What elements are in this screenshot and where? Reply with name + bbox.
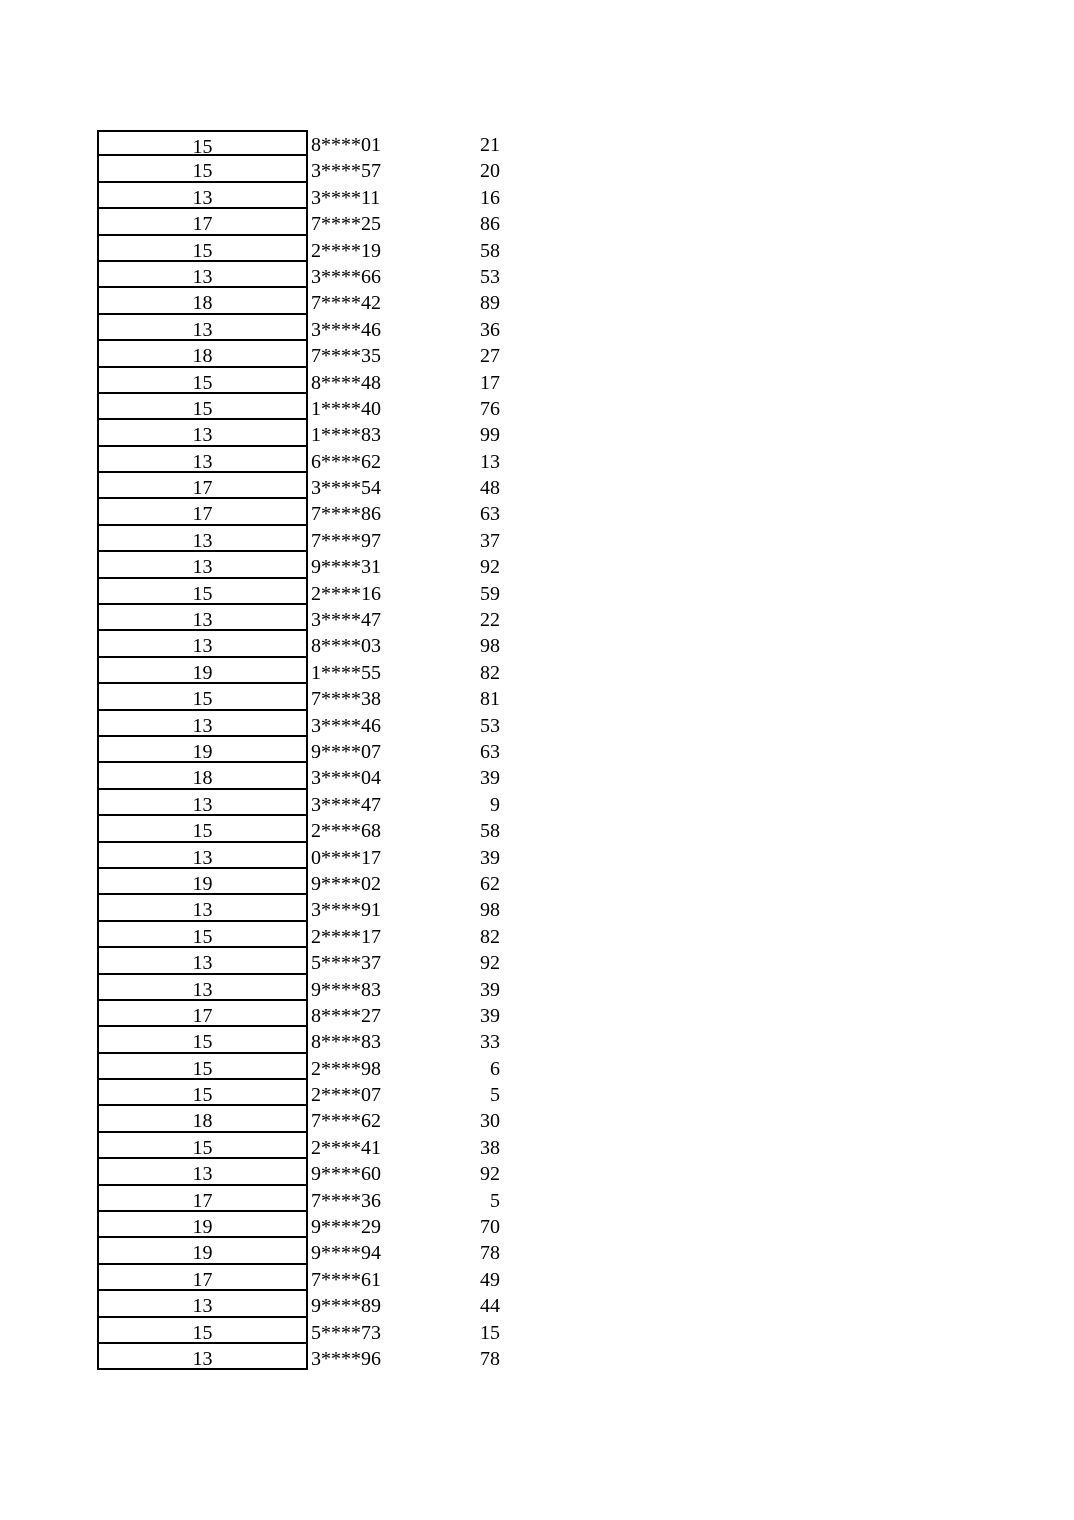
code-cell[interactable]: 2****07 — [311, 1084, 381, 1107]
code-cell[interactable]: 5****37 — [311, 952, 381, 975]
value-cell[interactable]: 9 — [490, 793, 500, 816]
code-cell[interactable]: 7****86 — [311, 503, 381, 526]
code-cell[interactable]: 7****61 — [311, 1268, 381, 1291]
code-cell[interactable]: 7****97 — [311, 529, 381, 552]
value-cell[interactable]: 78 — [480, 1347, 500, 1370]
table-row — [97, 1027, 502, 1053]
table-row — [97, 209, 502, 235]
code-cell[interactable]: 7****36 — [311, 1189, 381, 1212]
value-cell[interactable]: 39 — [480, 767, 500, 790]
code-cell[interactable]: 1****83 — [311, 424, 381, 447]
group-cell[interactable]: 13 — [97, 1159, 308, 1185]
group-cell[interactable]: 13 — [97, 631, 308, 657]
table-row — [97, 1106, 502, 1132]
group-cell[interactable]: 15 — [97, 156, 308, 182]
value-cell[interactable]: 39 — [480, 1004, 500, 1027]
code-cell[interactable]: 3****96 — [311, 1347, 381, 1370]
table-row — [97, 658, 502, 684]
table-row — [97, 130, 502, 156]
group-cell[interactable]: 17 — [97, 499, 308, 525]
group-cell[interactable]: 18 — [97, 1106, 308, 1132]
value-cell[interactable]: 98 — [480, 635, 500, 658]
table-row — [97, 183, 502, 209]
table-row — [97, 1080, 502, 1106]
table-row — [97, 262, 502, 288]
group-cell[interactable]: 15 — [97, 1318, 308, 1344]
code-cell[interactable]: 7****25 — [311, 213, 381, 236]
code-cell[interactable]: 7****62 — [311, 1110, 381, 1133]
code-cell[interactable]: 9****07 — [311, 740, 381, 763]
table-row — [97, 579, 502, 605]
group-cell[interactable]: 13 — [97, 420, 308, 446]
value-cell[interactable]: 81 — [480, 688, 500, 711]
table-row — [97, 526, 502, 552]
group-cell[interactable]: 13 — [97, 790, 308, 816]
value-cell[interactable]: 92 — [480, 1163, 500, 1186]
value-cell[interactable]: 39 — [480, 846, 500, 869]
table-row — [97, 684, 502, 710]
group-cell[interactable]: 18 — [97, 341, 308, 367]
code-cell[interactable]: 1****40 — [311, 397, 381, 420]
code-cell[interactable]: 8****83 — [311, 1031, 381, 1054]
table-row — [97, 315, 502, 341]
code-cell[interactable]: 8****27 — [311, 1004, 381, 1027]
code-cell[interactable]: 1****55 — [311, 661, 381, 684]
value-cell[interactable]: 5 — [490, 1189, 500, 1212]
group-cell[interactable]: 15 — [97, 816, 308, 842]
table-row — [97, 816, 502, 842]
table-row — [97, 552, 502, 578]
code-cell[interactable]: 3****54 — [311, 477, 381, 500]
table-row — [97, 1291, 502, 1317]
group-cell[interactable]: 15 — [97, 1027, 308, 1053]
value-cell[interactable]: 76 — [480, 397, 500, 420]
table-row — [97, 605, 502, 631]
table-row — [97, 737, 502, 763]
value-cell[interactable]: 58 — [480, 239, 500, 262]
group-cell[interactable]: 19 — [97, 658, 308, 684]
code-cell[interactable]: 7****35 — [311, 345, 381, 368]
group-cell[interactable]: 13 — [97, 526, 308, 552]
group-cell[interactable]: 19 — [97, 869, 308, 895]
value-cell[interactable]: 49 — [480, 1268, 500, 1291]
group-cell[interactable]: 19 — [97, 1212, 308, 1238]
value-cell[interactable]: 16 — [480, 186, 500, 209]
table-row — [97, 948, 502, 974]
spreadsheet-table — [97, 130, 502, 1370]
value-cell[interactable]: 63 — [480, 740, 500, 763]
group-cell[interactable]: 13 — [97, 183, 308, 209]
group-cell[interactable]: 18 — [97, 288, 308, 314]
table-row — [97, 763, 502, 789]
table-row — [97, 394, 502, 420]
group-cell[interactable]: 13 — [97, 975, 308, 1001]
table-row — [97, 895, 502, 921]
value-cell[interactable]: 5 — [490, 1084, 500, 1107]
code-cell[interactable]: 3****11 — [311, 186, 381, 209]
code-cell[interactable]: 0****17 — [311, 846, 381, 869]
group-cell[interactable]: 13 — [97, 315, 308, 341]
value-cell[interactable]: 89 — [480, 292, 500, 315]
value-cell[interactable]: 44 — [480, 1295, 500, 1318]
group-cell[interactable]: 15 — [97, 236, 308, 262]
group-cell[interactable]: 18 — [97, 763, 308, 789]
value-cell[interactable]: 15 — [480, 1321, 500, 1344]
value-cell[interactable]: 21 — [480, 134, 500, 156]
code-cell[interactable]: 3****66 — [311, 265, 381, 288]
table-row — [97, 156, 502, 182]
value-cell[interactable]: 92 — [480, 952, 500, 975]
table-row — [97, 1054, 502, 1080]
code-cell[interactable]: 2****68 — [311, 820, 381, 843]
group-cell[interactable]: 13 — [97, 711, 308, 737]
code-cell[interactable]: 7****42 — [311, 292, 381, 315]
code-cell[interactable]: 3****47 — [311, 609, 381, 632]
value-cell[interactable]: 70 — [480, 1216, 500, 1239]
value-cell[interactable]: 58 — [480, 820, 500, 843]
code-cell[interactable]: 8****03 — [311, 635, 381, 658]
table-row — [97, 341, 502, 367]
code-cell[interactable]: 2****16 — [311, 582, 381, 605]
value-cell[interactable]: 30 — [480, 1110, 500, 1133]
group-cell[interactable]: 19 — [97, 737, 308, 763]
table-row — [97, 420, 502, 446]
code-cell[interactable]: 3****46 — [311, 714, 381, 737]
group-cell[interactable]: 17 — [97, 209, 308, 235]
group-cell[interactable]: 15 — [97, 1054, 308, 1080]
value-cell[interactable]: 20 — [480, 160, 500, 183]
code-cell[interactable]: 5****73 — [311, 1321, 381, 1344]
table-row — [97, 1265, 502, 1291]
code-cell[interactable]: 3****47 — [311, 793, 381, 816]
group-cell[interactable]: 17 — [97, 1186, 308, 1212]
code-cell[interactable]: 2****17 — [311, 925, 381, 948]
group-cell[interactable]: 15 — [97, 1080, 308, 1106]
code-cell[interactable]: 9****29 — [311, 1216, 381, 1239]
value-cell[interactable]: 33 — [480, 1031, 500, 1054]
code-cell[interactable]: 2****98 — [311, 1057, 381, 1080]
code-cell[interactable]: 7****38 — [311, 688, 381, 711]
value-cell[interactable]: 63 — [480, 503, 500, 526]
value-cell[interactable]: 62 — [480, 872, 500, 895]
table-row — [97, 1318, 502, 1344]
code-cell[interactable]: 8****01 — [311, 134, 381, 156]
group-cell[interactable]: 13 — [97, 843, 308, 869]
code-cell[interactable]: 9****83 — [311, 978, 381, 1001]
code-cell[interactable]: 9****94 — [311, 1242, 381, 1265]
value-cell[interactable]: 99 — [480, 424, 500, 447]
code-cell[interactable]: 9****89 — [311, 1295, 381, 1318]
table-row — [97, 288, 502, 314]
group-cell[interactable]: 15 — [97, 922, 308, 948]
value-cell[interactable]: 86 — [480, 213, 500, 236]
group-cell[interactable]: 13 — [97, 605, 308, 631]
group-cell[interactable]: 13 — [97, 1344, 308, 1370]
group-cell[interactable]: 13 — [97, 262, 308, 288]
code-cell[interactable]: 3****04 — [311, 767, 381, 790]
table-row — [97, 843, 502, 869]
table-row — [97, 1159, 502, 1185]
table-row — [97, 975, 502, 1001]
value-cell[interactable]: 17 — [480, 371, 500, 394]
code-cell[interactable]: 6****62 — [311, 450, 381, 473]
value-cell[interactable]: 37 — [480, 529, 500, 552]
group-cell[interactable]: 13 — [97, 552, 308, 578]
table-row — [97, 447, 502, 473]
value-cell[interactable]: 6 — [490, 1057, 500, 1080]
code-cell[interactable]: 2****19 — [311, 239, 381, 262]
value-cell[interactable]: 53 — [480, 265, 500, 288]
group-cell[interactable]: 15 — [97, 368, 308, 394]
group-cell[interactable]: 17 — [97, 1001, 308, 1027]
value-cell[interactable]: 59 — [480, 582, 500, 605]
code-cell[interactable]: 2****41 — [311, 1136, 381, 1159]
value-cell[interactable]: 82 — [480, 925, 500, 948]
code-cell[interactable]: 9****02 — [311, 872, 381, 895]
code-cell[interactable]: 8****48 — [311, 371, 381, 394]
value-cell[interactable]: 92 — [480, 556, 500, 579]
value-cell[interactable]: 82 — [480, 661, 500, 684]
group-cell[interactable]: 13 — [97, 1291, 308, 1317]
code-cell[interactable]: 3****91 — [311, 899, 381, 922]
value-cell[interactable]: 78 — [480, 1242, 500, 1265]
code-cell[interactable]: 3****57 — [311, 160, 381, 183]
value-cell[interactable]: 38 — [480, 1136, 500, 1159]
table-row — [97, 1186, 502, 1212]
group-cell[interactable]: 13 — [97, 948, 308, 974]
group-cell[interactable]: 17 — [97, 1265, 308, 1291]
value-cell[interactable]: 98 — [480, 899, 500, 922]
table-row — [97, 631, 502, 657]
value-cell[interactable]: 27 — [480, 345, 500, 368]
table-row — [97, 711, 502, 737]
table-row — [97, 790, 502, 816]
group-cell[interactable]: 13 — [97, 895, 308, 921]
table-row — [97, 236, 502, 262]
table-row — [97, 1001, 502, 1027]
value-cell[interactable]: 36 — [480, 318, 500, 341]
table-row — [97, 473, 502, 499]
group-cell[interactable]: 13 — [97, 447, 308, 473]
table-row — [97, 499, 502, 525]
group-cell[interactable]: 15 — [97, 684, 308, 710]
value-cell[interactable]: 13 — [480, 450, 500, 473]
value-cell[interactable]: 39 — [480, 978, 500, 1001]
group-cell[interactable]: 19 — [97, 1238, 308, 1264]
group-cell[interactable]: 15 — [97, 1133, 308, 1159]
table-row — [97, 368, 502, 394]
value-cell[interactable]: 53 — [480, 714, 500, 737]
table-row — [97, 1133, 502, 1159]
table-row — [97, 1344, 502, 1370]
group-cell[interactable]: 15 — [97, 394, 308, 420]
code-cell[interactable]: 9****60 — [311, 1163, 381, 1186]
table-row — [97, 1238, 502, 1264]
table-row — [97, 869, 502, 895]
table-row — [97, 1212, 502, 1238]
table-row — [97, 922, 502, 948]
group-cell[interactable]: 17 — [97, 473, 308, 499]
code-cell[interactable]: 3****46 — [311, 318, 381, 341]
value-cell[interactable]: 22 — [480, 609, 500, 632]
value-cell[interactable]: 48 — [480, 477, 500, 500]
code-cell[interactable]: 9****31 — [311, 556, 381, 579]
group-cell[interactable]: 15 — [97, 579, 308, 605]
group-cell[interactable]: 15 — [97, 130, 308, 156]
